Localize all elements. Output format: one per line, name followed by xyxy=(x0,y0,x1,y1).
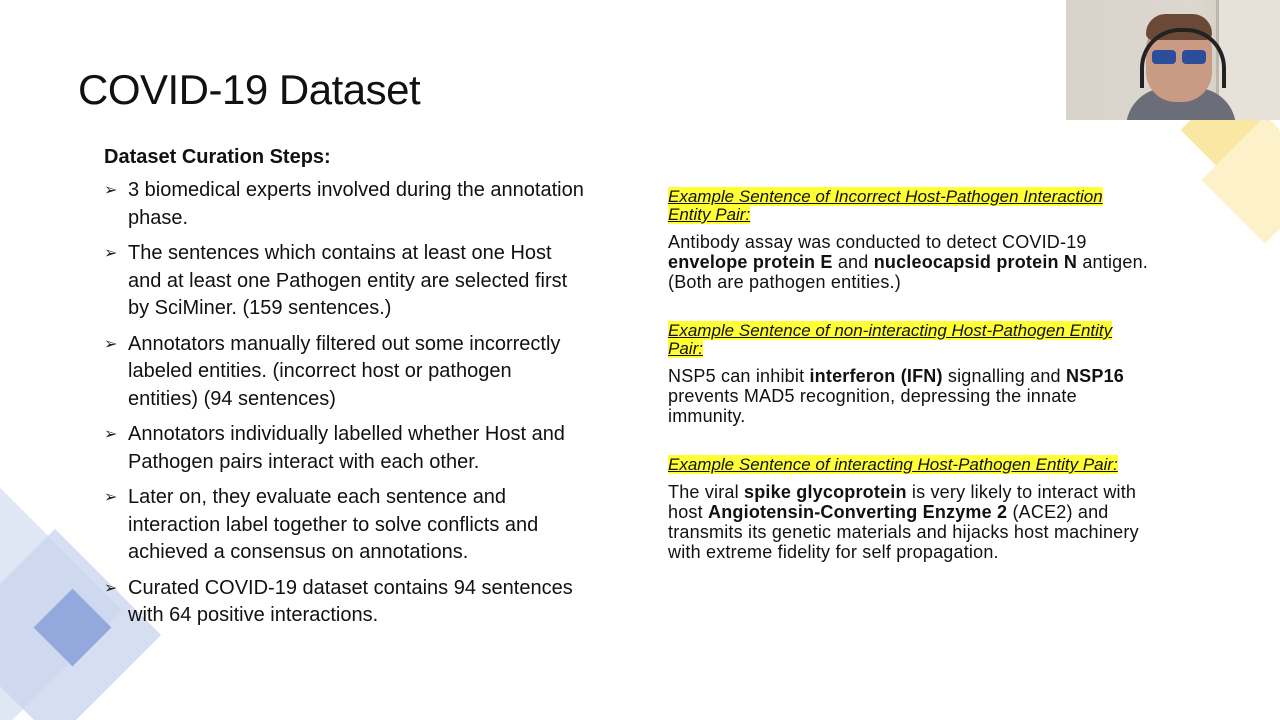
presenter-webcam-video xyxy=(1066,0,1280,120)
example-interacting-pair xyxy=(668,456,1148,562)
arrow-bullet-icon: ➢ xyxy=(104,182,118,199)
examples-section xyxy=(668,188,1148,592)
host-entity: Angiotensin-Converting Enzyme 2 xyxy=(708,502,1008,522)
bullet-text: Annotators individually labelled whether Host and Pathogen pairs interact with each other. xyxy=(128,423,565,473)
pathogen-entity: envelope protein E xyxy=(668,252,833,272)
example-incorrect-pair xyxy=(668,188,1148,292)
pathogen-entity: nucleocapsid protein N xyxy=(873,252,1078,272)
bullet-text: 3 biomedical experts involved during the annotation phase. xyxy=(128,179,584,229)
example-sentence: NSP5 can inhibit interferon (IFN) signalling and NSP16 prevents MAD5 recognition, depressing the innate immunity. xyxy=(668,366,1125,426)
arrow-bullet-icon: ➢ xyxy=(104,579,118,597)
pathogen-entity: NSP16 xyxy=(1065,366,1125,386)
example-non-interacting-pair xyxy=(668,322,1148,426)
example-heading: Example Sentence of interacting Host-Pathogen Entity Pair: xyxy=(668,455,1118,474)
bullet-item xyxy=(104,331,584,414)
bullet-item xyxy=(104,177,584,232)
arrow-bullet-icon: ➢ xyxy=(104,489,118,506)
section-heading: Dataset Curation Steps: xyxy=(104,146,331,168)
bullet-item xyxy=(104,484,584,567)
slide-title: COVID-19 Dataset xyxy=(78,66,421,113)
arrow-bullet-icon: ➢ xyxy=(104,245,118,262)
bullet-text: Later on, they evaluate each sentence and interaction label together to solve conflicts and achieved a consensus on annotations. xyxy=(128,486,539,563)
bullet-text: The sentences which contains at least one Host and at least one Pathogen entity are selected first by SciMiner. (159 sentences.) xyxy=(128,242,568,319)
example-heading: Example Sentence of non-interacting Host-Pathogen Entity Pair: xyxy=(668,321,1113,358)
example-sentence: Antibody assay was conducted to detect COVID-19 envelope protein E and nucleocapsid protein N antigen. (Both are pathogen entities.) xyxy=(668,232,1148,292)
example-heading: Example Sentence of Incorrect Host-Pathogen Interaction Entity Pair: xyxy=(668,187,1103,224)
arrow-bullet-icon: ➢ xyxy=(104,335,118,353)
bullet-item xyxy=(104,421,584,476)
example-sentence: The viral spike glycoprotein is very likely to interact with host Angiotensin-Converting Enzyme 2 (ACE2) and transmits its genetic materials and hijacks host machinery with extreme fidelity for self propagation. xyxy=(668,482,1139,562)
arrow-bullet-icon: ➢ xyxy=(104,426,118,443)
curation-steps-section xyxy=(104,146,584,638)
bullet-item xyxy=(104,240,584,323)
bullet-text: Curated COVID-19 dataset contains 94 sentences with 64 positive interactions. xyxy=(128,576,573,626)
bullet-list xyxy=(104,177,584,630)
bullet-text: Annotators manually filtered out some incorrectly labeled entities. (incorrect host or pathogen entities) (94 sentences) xyxy=(128,332,561,410)
host-entity: interferon (IFN) xyxy=(809,366,943,386)
bullet-item xyxy=(104,575,584,630)
pathogen-entity: spike glycoprotein xyxy=(744,482,907,502)
